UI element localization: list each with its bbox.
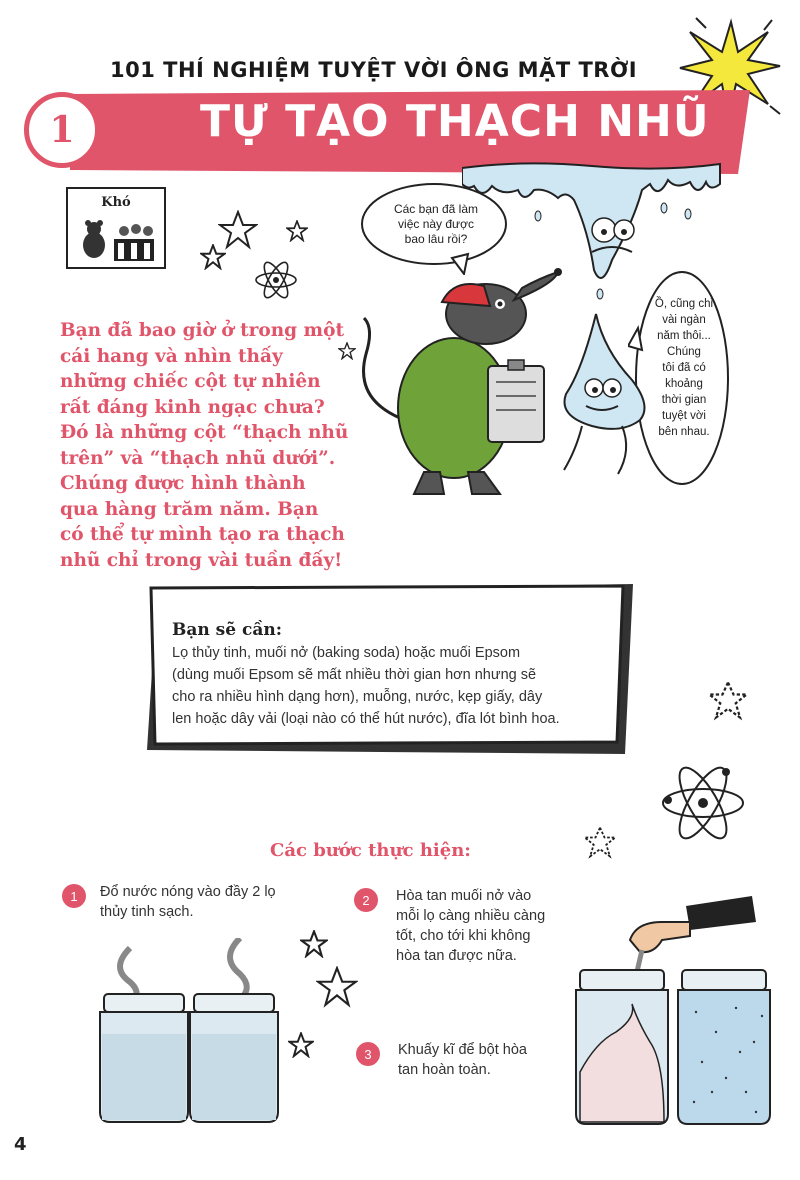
intro-line: trên” và “thạch nhũ dưới”. [60, 447, 336, 469]
rat-scientist-illustration [344, 258, 574, 498]
page-number: 4 [14, 1134, 27, 1155]
star-icon [316, 966, 358, 1008]
star-icon [706, 678, 750, 722]
materials-title: Bạn sẽ cần: [172, 620, 282, 640]
speech-line: vài ngàn [662, 314, 706, 326]
materials-line: Lọ thủy tinh, muối nở (baking soda) hoặc muối Epsom [172, 645, 521, 661]
step-line: mỗi lọ càng nhiều càng [396, 908, 546, 924]
atom-icon [660, 760, 746, 846]
star-icon [200, 244, 226, 270]
speech-line: khoảng [665, 378, 703, 390]
intro-line: có thể tự mình tạo ra thạch [60, 524, 345, 545]
step-line: hòa tan được nữa. [396, 948, 517, 964]
atom-icon [254, 258, 298, 302]
step-line: Hòa tan muối nở vào [396, 888, 532, 904]
step-number: 1 [62, 884, 86, 908]
materials-list [172, 642, 612, 730]
materials-line: (dùng muối Epsom sẽ mất nhiều thời gian hơn nhưng sẽ [172, 667, 537, 683]
speech-line: Chúng [667, 346, 701, 358]
intro-line: qua hàng trăm năm. Bạn [60, 498, 319, 520]
step-line: thủy tinh sạch. [100, 904, 194, 920]
star-icon [582, 824, 618, 860]
difficulty-rating-icon [78, 215, 158, 265]
experiment-title: TỰ TẠO THẠCH NHŨ [200, 96, 710, 147]
intro-line: cái hang và nhìn thấy [60, 345, 283, 367]
speech-line: việc này được [398, 217, 474, 231]
intro-line: Đó là những cột “thạch nhũ [60, 422, 349, 443]
intro-line: những chiếc cột tự nhiên [60, 371, 321, 392]
star-icon [300, 930, 328, 958]
step-text [100, 882, 320, 922]
speech-line: bên nhau. [658, 426, 710, 438]
intro-line: Bạn đã bao giờ ở trong một [60, 320, 345, 341]
book-title: 101 THÍ NGHIỆM TUYỆT VỜI ÔNG MẶT TRỜI [110, 58, 638, 82]
speech-line: tôi đã có [662, 362, 706, 374]
dissolving-soda-illustration [566, 892, 776, 1130]
materials-line: len hoặc dây vải (loại nào có thể hút nước), đĩa lót bình hoa. [172, 711, 560, 727]
star-icon [286, 220, 308, 242]
step-line: tan hoàn toàn. [398, 1062, 491, 1078]
steps-title: Các bước thực hiện: [270, 840, 471, 861]
difficulty-box [66, 187, 166, 269]
intro-line: nhũ chỉ trong vài tuần đấy! [60, 549, 343, 571]
experiment-number: 1 [24, 92, 100, 168]
intro-paragraph [60, 318, 360, 573]
step-number: 2 [354, 888, 378, 912]
intro-line: rất đáng kinh ngạc chưa? [60, 396, 325, 418]
materials-line: cho ra nhiều hình dạng hơn), muỗng, nước, kẹp giấy, dây [172, 689, 543, 705]
speech-line: bao lâu rồi? [404, 232, 468, 246]
speech-line: tuyệt vời [662, 410, 706, 422]
speech-line: thời gian [661, 394, 707, 406]
star-icon [288, 1032, 314, 1058]
speech-line: Ồ, cũng chỉ [654, 298, 714, 310]
step-line: tốt, cho tới khi không [396, 928, 531, 944]
stalagmite-illustration [552, 310, 662, 480]
difficulty-label: Khó [101, 195, 131, 210]
speech-line: năm thôi... [657, 330, 711, 342]
step-number: 3 [356, 1042, 380, 1066]
hot-water-jars-illustration [90, 938, 290, 1128]
step-line: Đổ nước nóng vào đầy 2 lọ [100, 884, 276, 900]
step-line: Khuấy kĩ để bột hòa [398, 1042, 527, 1058]
rat-speech-text [366, 202, 506, 247]
intro-line: Chúng được hình thành [60, 473, 306, 494]
speech-line: Các bạn đã làm [393, 202, 479, 216]
